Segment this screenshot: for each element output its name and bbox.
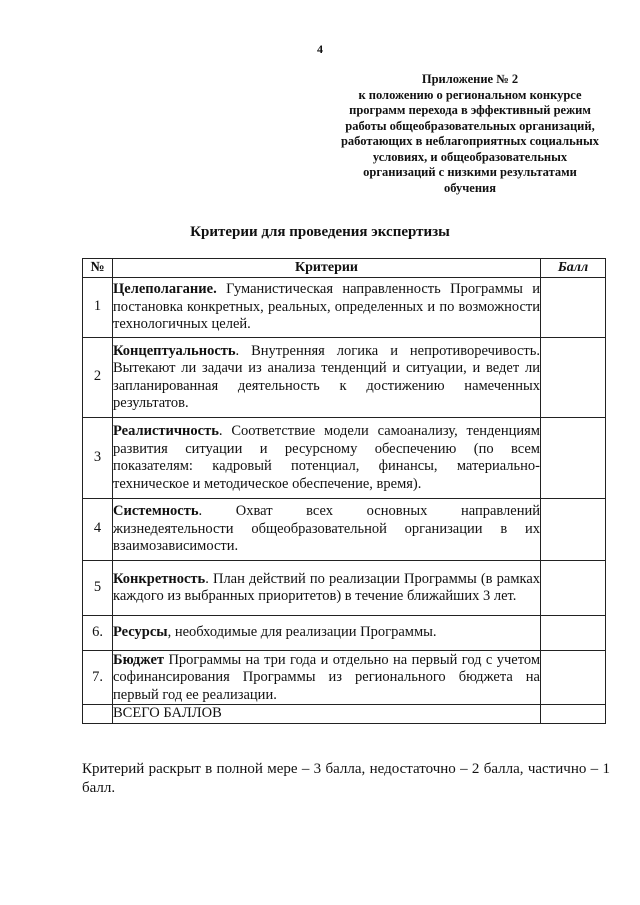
score-cell	[541, 498, 606, 560]
criterion-name: Целеполагание.	[113, 281, 217, 298]
row-number: 4	[83, 498, 113, 560]
criteria-table	[82, 258, 606, 724]
table-row	[83, 650, 606, 705]
criterion-text: Гуманистическая направленность Программы и постановка конкретных, реальных, определенных и по возможности технологичных целей.	[113, 281, 540, 333]
criterion-cell	[113, 650, 541, 705]
page-number: 4	[317, 42, 323, 56]
scoring-note: Критерий раскрыт в полной мере – 3 балла, недостаточно – 2 балла, частично – 1 балл.	[82, 761, 610, 796]
table-row	[83, 337, 606, 417]
score-cell	[541, 650, 606, 705]
appendix-line: условиях, и общеобразовательных	[372, 149, 568, 164]
total-row	[83, 705, 606, 724]
criterion-text: Программы на три года и отдельно на первый год с учетом софинансирования Программы из регионального бюджета на первый год ее реализации.	[113, 651, 540, 703]
criterion-cell	[113, 615, 541, 650]
appendix-line: программ перехода в эффективный режим	[349, 103, 591, 117]
criterion-text: , необходимые для реализации Программы.	[167, 624, 437, 641]
total-label: ВСЕГО БАЛЛОВ	[113, 705, 541, 724]
table-header-row	[83, 259, 606, 278]
total-num-cell	[83, 705, 113, 724]
criterion-cell	[113, 337, 541, 417]
criterion-cell	[113, 277, 541, 337]
score-cell	[541, 417, 606, 498]
score-cell	[541, 560, 606, 615]
header-num: №	[83, 259, 113, 278]
appendix-line: работающих в неблагоприятных социальных	[340, 134, 600, 148]
criterion-name: Концептуальность	[113, 342, 236, 359]
criterion-name: Конкретность	[113, 570, 206, 587]
table-row	[83, 615, 606, 650]
table-row	[83, 277, 606, 337]
criterion-text: . План действий по реализации Программы (в рамках каждого из выбранных приоритетов) в течение ближайших 3 лет.	[113, 570, 540, 604]
appendix-header	[340, 72, 600, 196]
table-row	[83, 417, 606, 498]
row-number: 7.	[83, 650, 113, 705]
criterion-text: . Охват всех основных направлений жизнедеятельности общеобразовательной организации в их взаимозависимости.	[113, 503, 540, 555]
appendix-line: к положению о региональном конкурсе	[358, 87, 582, 102]
appendix-line: работы общеобразовательных организаций,	[345, 118, 595, 133]
row-number: 2	[83, 337, 113, 417]
criterion-cell	[113, 498, 541, 560]
total-score-cell	[541, 705, 606, 724]
document-title: Критерии для проведения экспертизы	[190, 224, 450, 240]
appendix-line: обучения	[443, 180, 497, 195]
table-row	[83, 560, 606, 615]
criterion-name: Системность	[113, 503, 199, 520]
criterion-text: . Внутренняя логика и непротиворечивость. Вытекают ли задачи из анализа тенденций и ситуации, и ведет ли запланированная деятельность к достижению намеченных результатов.	[113, 342, 540, 411]
appendix-line: Приложение № 2	[421, 72, 519, 86]
table-row	[83, 498, 606, 560]
row-number: 6.	[83, 615, 113, 650]
header-criteria: Критерии	[113, 259, 541, 278]
row-number: 1	[83, 277, 113, 337]
row-number: 3	[83, 417, 113, 498]
header-score: Балл	[541, 259, 606, 278]
criterion-text: . Соответствие модели самоанализу, тенденциям развития ситуации и ресурсному обеспечению (по всем показателям: кадровый потенциал, финансы, материально-техническое и методическое обеспечение, время).	[113, 423, 540, 492]
score-cell	[541, 277, 606, 337]
criterion-cell	[113, 560, 541, 615]
criterion-name: Бюджет	[113, 651, 165, 668]
criterion-cell	[113, 417, 541, 498]
criterion-name: Реалистичность	[113, 423, 219, 439]
row-number: 5	[83, 560, 113, 615]
score-cell	[541, 615, 606, 650]
appendix-line: организаций с низкими результатами	[363, 165, 577, 179]
score-cell	[541, 337, 606, 417]
criterion-name: Ресурсы	[113, 624, 168, 641]
